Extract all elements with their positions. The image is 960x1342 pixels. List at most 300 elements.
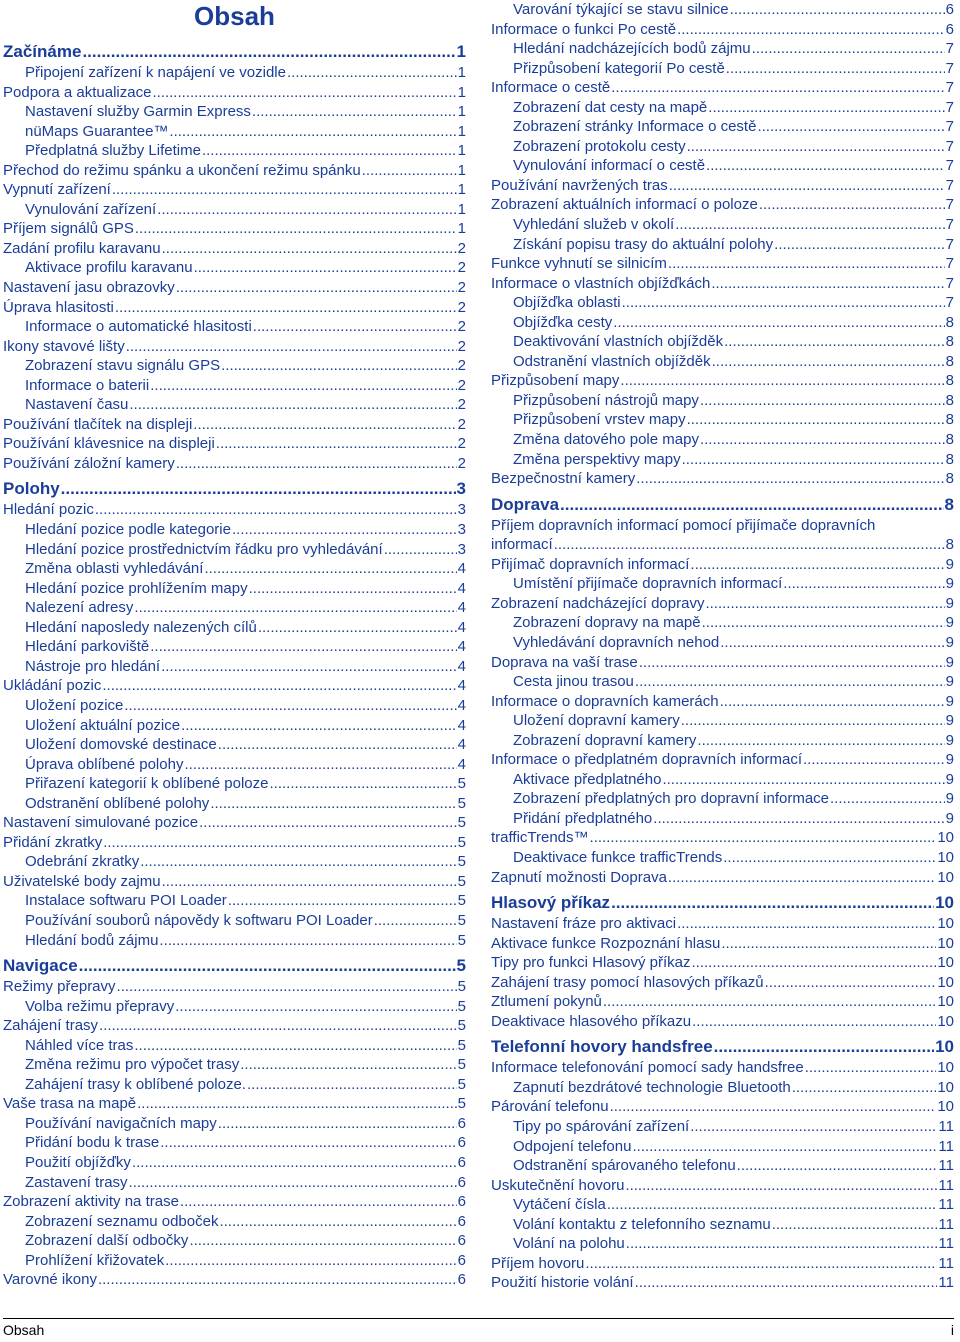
toc-entry[interactable] (491, 215, 954, 235)
toc-entry[interactable] (3, 376, 466, 396)
toc-entry-title: Volání kontaktu z telefonního seznamu (513, 1215, 771, 1233)
toc-entry-title: Zapnutí možnosti Doprava (491, 868, 667, 886)
toc-entry-title: Odstranění oblíbené polohy (25, 794, 210, 812)
toc-entry-title: Odstranění spárovaného telefonu (513, 1157, 736, 1175)
toc-leader-dots (249, 579, 457, 599)
toc-entry-title: Nástroje pro hledání (25, 657, 161, 675)
toc-entry-page: 4 (457, 677, 466, 695)
toc-entry[interactable] (3, 454, 466, 474)
toc-entry-title: Instalace softwaru POI Loader (25, 892, 227, 910)
toc-entry-page: 4 (457, 696, 466, 714)
toc-leader-dots (611, 893, 934, 913)
toc-entry-title: Zobrazení další odbočky (25, 1232, 189, 1250)
toc-entry-page: 4 (457, 599, 466, 617)
toc-entry[interactable] (3, 676, 466, 696)
toc-entry[interactable] (3, 794, 466, 814)
toc-entry[interactable] (491, 574, 954, 594)
toc-entry[interactable] (3, 1075, 466, 1095)
toc-entry[interactable] (491, 953, 954, 973)
toc-leader-dots (682, 450, 945, 470)
toc-leader-dots (692, 1012, 936, 1032)
toc-entry-page: 5 (457, 892, 466, 910)
toc-entry[interactable] (3, 1173, 466, 1193)
toc-entry[interactable] (3, 1212, 466, 1232)
toc-entry[interactable] (491, 828, 954, 848)
toc-entry[interactable] (491, 1273, 954, 1293)
toc-entry-title: Cesta jinou trasou (513, 673, 634, 691)
toc-entry-title: Odpojení telefonu (513, 1137, 632, 1155)
toc-entry-page: 6 (457, 1212, 466, 1230)
toc-entry[interactable] (3, 434, 466, 454)
toc-entry-title: Příjem dopravních informací pomocí přijímače dopravních (491, 516, 876, 534)
toc-list-right (491, 0, 954, 1293)
toc-leader-dots (232, 520, 457, 540)
toc-entry[interactable] (3, 1016, 466, 1036)
toc-entry-title: Ikony stavové lišty (3, 337, 125, 355)
toc-entry-page: 10 (937, 1059, 954, 1077)
toc-entry-title: Přidání předplatného (513, 809, 653, 827)
toc-entry[interactable] (3, 1251, 466, 1271)
toc-entry[interactable] (491, 711, 954, 731)
toc-leader-dots (102, 676, 456, 696)
toc-chapter-entry[interactable] (491, 893, 954, 913)
toc-entry[interactable] (491, 78, 954, 98)
toc-entry-title: Odebrání zkratky (25, 853, 140, 871)
toc-entry[interactable] (491, 117, 954, 137)
toc-entry-title: Nastavení času (25, 396, 129, 414)
toc-entry[interactable] (3, 755, 466, 775)
toc-leader-dots (253, 317, 457, 337)
toc-entry-title: Zobrazení seznamu odboček (25, 1212, 219, 1230)
toc-chapter-entry[interactable] (3, 42, 466, 62)
toc-leader-dots (610, 1097, 937, 1117)
toc-leader-dots (757, 117, 944, 137)
toc-leader-dots (636, 469, 944, 489)
toc-entry-title: Odstranění vlastních objížděk (513, 352, 711, 370)
toc-leader-dots (692, 953, 937, 973)
toc-entry[interactable] (3, 696, 466, 716)
toc-leader-dots (221, 356, 457, 376)
toc-leader-dots (115, 298, 457, 318)
toc-leader-dots (258, 618, 457, 638)
toc-entry[interactable] (3, 1055, 466, 1075)
toc-entry-page: 1 (457, 83, 466, 101)
toc-leader-dots (669, 176, 945, 196)
toc-entry-title: Hledání parkoviště (25, 638, 150, 656)
toc-entry-page: 8 (945, 313, 954, 331)
toc-entry-title: Nastavení služby Garmin Express (25, 103, 251, 121)
toc-entry-page: 6 (457, 1153, 466, 1171)
toc-entry[interactable] (491, 59, 954, 79)
toc-entry[interactable] (491, 450, 954, 470)
toc-entry-title: Párování telefonu (491, 1098, 609, 1116)
toc-entry-title: Používání navigačních mapy (25, 1114, 217, 1132)
toc-entry[interactable] (3, 317, 466, 337)
toc-entry-title: Zobrazení dopravní kamery (513, 731, 697, 749)
toc-chapter-entry[interactable] (3, 479, 466, 499)
toc-leader-dots (98, 1270, 457, 1290)
toc-entry[interactable] (491, 633, 954, 653)
toc-entry-title: Informace o funkci Po cestě (491, 20, 677, 38)
toc-entry[interactable] (491, 293, 954, 313)
toc-entry[interactable] (491, 1137, 954, 1157)
toc-entry-page: 3 (457, 501, 466, 519)
toc-entry[interactable] (491, 1195, 954, 1215)
toc-entry[interactable] (3, 520, 466, 540)
toc-entry[interactable] (491, 1097, 954, 1117)
toc-entry-page: 7 (945, 118, 954, 136)
toc-entry-title: Zobrazení aktivity na trase (3, 1193, 179, 1211)
toc-entry-page: 5 (457, 1036, 466, 1054)
toc-entry-title: Zobrazení stavu signálu GPS (25, 357, 221, 375)
toc-entry-title: Nastavení jasu obrazovky (3, 279, 175, 297)
toc-entry[interactable] (3, 872, 466, 892)
toc-entry-page: 2 (457, 415, 466, 433)
toc-entry[interactable] (3, 735, 466, 755)
toc-entry-title: Hledání pozice prohlížením mapy (25, 579, 248, 597)
toc-entry[interactable] (3, 63, 466, 83)
toc-entry-title: Podpora a aktualizace (3, 83, 152, 101)
toc-entry[interactable] (3, 258, 466, 278)
toc-entry-page: 1 (456, 42, 466, 61)
toc-entry-title: Navigace (3, 956, 78, 976)
toc-leader-dots (603, 992, 936, 1012)
toc-entry-page: 10 (937, 915, 954, 933)
toc-entry[interactable] (3, 1231, 466, 1251)
toc-entry-title: Úprava oblíbené polohy (25, 755, 184, 773)
toc-entry[interactable] (491, 594, 954, 614)
toc-leader-dots (161, 657, 457, 677)
toc-entry[interactable] (491, 868, 954, 888)
toc-entry[interactable] (3, 598, 466, 618)
toc-entry-title: Úprava hlasitosti (3, 298, 114, 316)
toc-leader-dots (169, 122, 456, 142)
toc-entry[interactable] (3, 356, 466, 376)
toc-list-left (3, 42, 466, 1290)
toc-entry[interactable] (3, 219, 466, 239)
toc-entry-page: 10 (937, 993, 954, 1011)
toc-entry[interactable] (491, 430, 954, 450)
toc-chapter-entry[interactable] (3, 956, 466, 976)
toc-entry[interactable] (3, 813, 466, 833)
toc-entry[interactable] (3, 395, 466, 415)
toc-entry[interactable] (491, 195, 954, 215)
toc-entry[interactable] (491, 313, 954, 333)
toc-leader-dots (150, 637, 456, 657)
toc-chapter-entry[interactable] (491, 495, 954, 515)
toc-entry-page: 2 (457, 318, 466, 336)
toc-entry-title: Volání na polohu (513, 1235, 625, 1253)
toc-entry-page: 4 (457, 560, 466, 578)
toc-entry[interactable] (3, 931, 466, 951)
toc-entry[interactable] (491, 254, 954, 274)
toc-leader-dots (700, 391, 945, 411)
toc-entry-page: 5 (457, 1095, 466, 1113)
toc-entry-page: 4 (457, 716, 466, 734)
toc-entry-title: Varovné ikony (3, 1271, 97, 1289)
toc-entry[interactable] (491, 274, 954, 294)
toc-entry-title: Vaše trasa na mapě (3, 1095, 137, 1113)
toc-leader-dots (202, 141, 457, 161)
toc-entry-page: 4 (457, 736, 466, 754)
toc-entry-title: Zahájení trasy k oblíbené poloze. (25, 1075, 246, 1093)
toc-entry-page: 8 (945, 470, 954, 488)
toc-entry-title: Varování týkající se stavu silnice (513, 1, 729, 18)
toc-entry[interactable] (491, 555, 954, 575)
toc-leader-dots (189, 1231, 456, 1251)
toc-entry[interactable] (3, 500, 466, 520)
toc-chapter-entry[interactable] (491, 1037, 954, 1057)
toc-entry[interactable] (491, 973, 954, 993)
toc-entry-page: 2 (457, 376, 466, 394)
toc-entry[interactable] (491, 1254, 954, 1274)
toc-entry[interactable] (3, 102, 466, 122)
toc-leader-dots (175, 997, 456, 1017)
toc-entry-page: 2 (457, 454, 466, 472)
toc-entry[interactable] (3, 891, 466, 911)
toc-entry-page: 9 (945, 633, 954, 651)
toc-entry[interactable] (491, 613, 954, 633)
toc-entry-page: 10 (937, 954, 954, 972)
toc-entry[interactable] (491, 0, 954, 20)
toc-leader-dots (252, 102, 457, 122)
toc-entry[interactable] (3, 83, 466, 103)
toc-entry-title: Začínáme (3, 42, 82, 61)
toc-entry[interactable] (491, 352, 954, 372)
toc-entry-page: 6 (457, 1173, 466, 1191)
toc-entry[interactable] (3, 122, 466, 142)
toc-entry-page: 2 (457, 259, 466, 277)
toc-entry-title: trafficTrends™ (491, 829, 589, 847)
toc-entry-page: 11 (938, 1254, 954, 1272)
toc-entry-page: 8 (945, 411, 954, 429)
toc-leader-dots (134, 1036, 456, 1056)
toc-entry[interactable] (491, 1078, 954, 1098)
toc-entry[interactable] (491, 535, 954, 555)
toc-leader-dots (697, 731, 944, 751)
toc-entry[interactable] (491, 235, 954, 255)
toc-entry[interactable] (3, 637, 466, 657)
toc-entry-title: Přechod do režimu spánku a ukončení režimu spánku (3, 161, 361, 179)
toc-entry[interactable] (491, 934, 954, 954)
toc-entry[interactable] (491, 789, 954, 809)
toc-entry[interactable] (491, 731, 954, 751)
toc-leader-dots (620, 371, 944, 391)
toc-entry-page: 7 (945, 137, 954, 155)
toc-leader-dots (157, 200, 456, 220)
toc-entry-title: informací (491, 536, 553, 554)
toc-entry[interactable] (491, 809, 954, 829)
toc-entry-page: 8 (945, 352, 954, 370)
toc-entry-title: Informace o předplatném dopravních informací (491, 751, 802, 769)
toc-entry[interactable] (491, 1176, 954, 1196)
toc-entry[interactable] (3, 200, 466, 220)
toc-entry[interactable] (3, 337, 466, 357)
toc-entry-page: 11 (938, 1137, 954, 1155)
toc-entry-page: 1 (457, 64, 466, 81)
toc-entry[interactable] (491, 1234, 954, 1254)
toc-entry[interactable] (3, 716, 466, 736)
toc-leader-dots (708, 98, 944, 118)
toc-entry[interactable] (491, 1012, 954, 1032)
toc-entry[interactable] (3, 579, 466, 599)
toc-leader-dots (677, 20, 945, 40)
toc-entry[interactable] (3, 1114, 466, 1134)
toc-entry[interactable] (491, 750, 954, 770)
toc-entry-title: Zahájení trasy pomocí hlasových příkazů (491, 973, 764, 991)
toc-entry[interactable] (491, 20, 954, 40)
toc-entry[interactable] (491, 672, 954, 692)
toc-entry-page: 9 (945, 575, 954, 593)
toc-entry[interactable] (3, 415, 466, 435)
toc-entry-title: Uložení dopravní kamery (513, 712, 680, 730)
toc-leader-dots (668, 254, 945, 274)
toc-entry-title: Přijímač dopravních informací (491, 555, 690, 573)
toc-entry[interactable] (491, 1058, 954, 1078)
toc-entry[interactable] (3, 141, 466, 161)
toc-entry-page: 5 (457, 931, 466, 949)
toc-entry[interactable] (3, 1153, 466, 1173)
toc-entry-page: 5 (456, 956, 466, 976)
toc-entry[interactable] (491, 469, 954, 489)
toc-leader-dots (687, 410, 945, 430)
toc-entry[interactable] (3, 997, 466, 1017)
toc-entry[interactable] (491, 692, 954, 712)
toc-entry[interactable] (3, 559, 466, 579)
toc-entry[interactable] (3, 1192, 466, 1212)
toc-entry[interactable] (491, 410, 954, 430)
toc-leader-dots (690, 1117, 937, 1137)
toc-entry[interactable] (3, 180, 466, 200)
toc-entry[interactable] (491, 98, 954, 118)
toc-entry-page: 7 (945, 59, 954, 77)
toc-entry[interactable] (491, 156, 954, 176)
toc-entry-page: 5 (457, 833, 466, 851)
toc-leader-dots (726, 59, 945, 79)
toc-entry-title: Předplatná služby Lifetime (25, 142, 201, 160)
toc-entry[interactable] (491, 848, 954, 868)
toc-entry[interactable] (491, 176, 954, 196)
toc-leader-dots (560, 495, 944, 515)
toc-leader-dots (783, 574, 944, 594)
toc-entry-title: Zastavení trasy (25, 1173, 128, 1191)
toc-leader-dots (384, 540, 457, 560)
toc-leader-dots (126, 337, 457, 357)
toc-entry[interactable] (491, 1117, 954, 1137)
toc-entry[interactable] (3, 852, 466, 872)
toc-entry-title: Umístění přijímače dopravních informací (513, 575, 783, 593)
toc-entry[interactable] (3, 657, 466, 677)
toc-entry-title: nüMaps Guarantee™ (25, 122, 169, 140)
toc-entry-title: Zobrazení dat cesty na mapě (513, 98, 708, 116)
footer-label: Obsah (3, 1322, 45, 1338)
toc-entry-page: 7 (945, 274, 954, 292)
toc-leader-dots (706, 156, 945, 176)
toc-entry-page: 6 (945, 1, 954, 18)
toc-leader-dots (117, 977, 457, 997)
toc-entry[interactable] (3, 833, 466, 853)
toc-entry-title: Vyhledávání dopravních nehod (513, 633, 720, 651)
toc-entry-title: Informace o baterii (25, 376, 150, 394)
toc-leader-dots (675, 215, 944, 235)
toc-entry-page: 1 (457, 181, 466, 199)
toc-entry-page: 6 (457, 1114, 466, 1132)
toc-entry-title: Uživatelské body zajmu (3, 872, 161, 890)
toc-entry-page: 1 (457, 103, 466, 121)
page-footer (3, 1318, 954, 1341)
toc-entry-page: 6 (457, 1271, 466, 1289)
toc-leader-dots (724, 332, 945, 352)
toc-entry[interactable] (491, 1156, 954, 1176)
toc-entry[interactable] (491, 770, 954, 790)
toc-entry[interactable] (491, 332, 954, 352)
toc-entry-page: 5 (457, 1075, 466, 1093)
toc-entry-title: Zobrazení aktuálních informací o poloze (491, 196, 758, 214)
toc-entry[interactable] (3, 239, 466, 259)
toc-entry[interactable] (3, 1270, 466, 1290)
toc-entry[interactable] (3, 1036, 466, 1056)
toc-entry[interactable] (491, 516, 954, 536)
toc-entry[interactable] (3, 1133, 466, 1153)
toc-entry-title: Funkce vyhnutí se silnicím (491, 255, 667, 273)
toc-entry-page: 4 (457, 579, 466, 597)
toc-entry[interactable] (491, 1215, 954, 1235)
toc-leader-dots (199, 813, 457, 833)
toc-entry-page: 9 (945, 594, 954, 612)
toc-entry-page: 10 (937, 934, 954, 952)
toc-entry-page: 9 (945, 653, 954, 671)
toc-entry-page: 8 (945, 372, 954, 390)
toc-entry-page: 9 (945, 809, 954, 827)
toc-leader-dots (626, 1234, 938, 1254)
toc-entry[interactable] (3, 278, 466, 298)
toc-entry[interactable] (3, 540, 466, 560)
toc-entry[interactable] (491, 914, 954, 934)
toc-entry-page: 6 (457, 1251, 466, 1269)
toc-entry[interactable] (491, 653, 954, 673)
toc-entry-title: Vynulování informací o cestě (513, 157, 706, 175)
toc-entry-title: Přizpůsobení nástrojů mapy (513, 391, 699, 409)
toc-entry-page: 9 (945, 751, 954, 769)
toc-entry[interactable] (3, 911, 466, 931)
toc-entry[interactable] (491, 137, 954, 157)
toc-entry-title: Náhled více tras (25, 1036, 134, 1054)
toc-entry-page: 7 (945, 216, 954, 234)
toc-entry-title: Použití objížďky (25, 1153, 131, 1171)
toc-entry-page: 10 (935, 1037, 954, 1057)
toc-leader-dots (711, 274, 944, 294)
toc-entry[interactable] (491, 391, 954, 411)
toc-entry[interactable] (491, 39, 954, 59)
toc-entry[interactable] (3, 1094, 466, 1114)
toc-entry-title: Přiřazení kategorií k oblíbené poloze (25, 775, 269, 793)
toc-entry-title: Hledání pozice podle kategorie (25, 521, 231, 539)
toc-entry-title: Vyhledání služeb v okolí (513, 216, 675, 234)
toc-leader-dots (218, 1114, 457, 1134)
toc-entry[interactable] (491, 371, 954, 391)
toc-entry[interactable] (3, 161, 466, 181)
toc-column-right (491, 0, 954, 1293)
toc-leader-dots (135, 219, 457, 239)
toc-entry-title: Doprava na vaší trase (491, 653, 638, 671)
toc-entry[interactable] (3, 298, 466, 318)
toc-entry[interactable] (491, 992, 954, 1012)
toc-entry[interactable] (3, 618, 466, 638)
toc-entry[interactable] (3, 977, 466, 997)
toc-leader-dots (712, 352, 945, 372)
toc-entry[interactable] (3, 774, 466, 794)
toc-entry-title: Aktivace profilu karavanu (25, 259, 193, 277)
